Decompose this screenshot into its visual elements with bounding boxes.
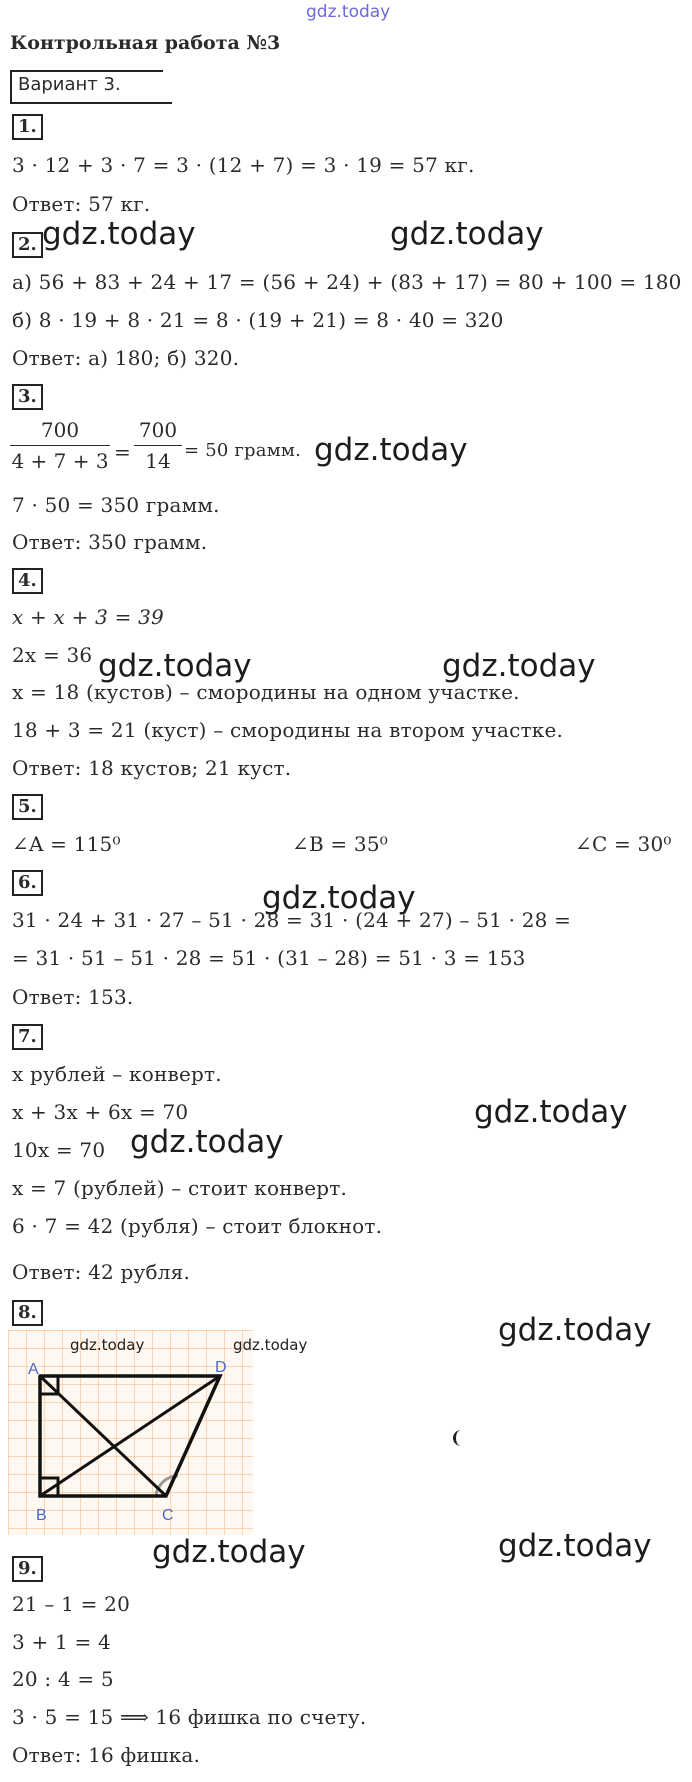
watermark-3: gdz.today [314,432,468,468]
task-9-line-2: 3 + 1 = 4 [12,1630,111,1654]
watermark-5: gdz.today [442,648,596,684]
task-6-number: 6. [12,870,43,896]
page-title: Контрольная работа №3 [10,32,281,54]
task-3-fraction-1 [10,418,110,473]
top-watermark: gdz.today [306,2,391,22]
watermark-11: gdz.today [498,1528,652,1564]
fraction-2-numerator: 700 [138,418,178,442]
task-3-equals: = [114,440,131,464]
task-6-answer: Ответ: 153. [12,985,134,1009]
task-5-number: 5. [12,794,43,820]
task-3-line-1: 7 · 50 = 350 грамм. [12,493,220,517]
fraction-1-denominator: 4 + 7 + 3 [11,449,109,473]
task-7-line-5: 6 · 7 = 42 (рубля) – стоит блокнот. [12,1214,383,1238]
task-1-answer: Ответ: 57 кг. [12,192,151,216]
task-4-line-3: x = 18 (кустов) – смородины на одном участке. [12,680,520,704]
variant-text: Вариант 3. [18,74,121,95]
watermark-10: gdz.today [152,1534,306,1570]
task-2-line-a: а) 56 + 83 + 24 + 17 = (56 + 24) + (83 + 17) = 80 + 100 = 180 [12,270,682,294]
watermark-8: gdz.today [130,1124,284,1160]
task-3-result: = 50 грамм. [184,440,302,461]
watermark-2: gdz.today [390,216,544,252]
geometry-figure [8,1330,318,1540]
figure-watermark-right: gdz.today [233,1336,308,1354]
stray-mark [453,1430,464,1446]
task-9-line-3: 20 : 4 = 5 [12,1667,114,1691]
angle-a: ∠A = 115⁰ [12,832,121,856]
task-4-line-2: 2x = 36 [12,643,93,667]
task-7-line-1: x рублей – конверт. [12,1062,222,1086]
task-7-line-4: x = 7 (рублей) – стоит конверт. [12,1176,348,1200]
task-8-number: 8. [12,1300,43,1326]
watermark-1: gdz.today [42,216,196,252]
task-2-number: 2. [12,232,43,258]
task-3-fraction-2 [134,418,182,473]
watermark-7: gdz.today [474,1094,628,1130]
watermark-6: gdz.today [262,880,416,916]
point-c-label: C [162,1507,174,1524]
fraction-2-denominator: 14 [145,449,171,473]
task-7-line-2: x + 3x + 6x = 70 [12,1100,189,1124]
task-6-line-1: 31 · 24 + 31 · 27 – 51 · 28 = 31 · (24 + 27) – 51 · 28 = [12,908,572,932]
task-1-number: 1. [12,114,43,140]
task-7-answer: Ответ: 42 рубля. [12,1260,191,1284]
task-9-line-1: 21 – 1 = 20 [12,1592,131,1616]
fraction-1-numerator: 700 [40,418,80,442]
variant-label [10,70,163,104]
angle-b: ∠B = 35⁰ [292,832,388,856]
watermark-9: gdz.today [498,1312,652,1348]
figure-watermark-left: gdz.today [70,1336,145,1354]
task-4-line-4: 18 + 3 = 21 (куст) – смородины на втором участке. [12,718,564,742]
angle-c: ∠C = 30⁰ [575,832,672,856]
task-9-number: 9. [12,1556,43,1582]
point-b-label: B [36,1507,47,1524]
task-3-answer: Ответ: 350 грамм. [12,530,208,554]
task-3-number: 3. [12,384,43,410]
task-9-line-4: 3 · 5 = 15 ⟹ 16 фишка по счету. [12,1705,367,1729]
task-4-answer: Ответ: 18 кустов; 21 куст. [12,756,292,780]
point-a-label: A [28,1361,39,1378]
task-7-number: 7. [12,1024,43,1050]
task-4-line-1: x + x + 3 = 39 [12,605,164,629]
task-4-number: 4. [12,568,43,594]
task-2-line-b: б) 8 · 19 + 8 · 21 = 8 · (19 + 21) = 8 · 40 = 320 [12,308,504,332]
task-7-line-3: 10x = 70 [12,1138,106,1162]
task-9-answer: Ответ: 16 фишка. [12,1743,201,1767]
point-d-label: D [215,1359,227,1376]
task-1-line-1: 3 · 12 + 3 · 7 = 3 · (12 + 7) = 3 · 19 = 57 кг. [12,153,475,177]
task-2-answer: Ответ: а) 180; б) 320. [12,346,240,370]
task-6-line-2: = 31 · 51 – 51 · 28 = 51 · (31 – 28) = 51 · 3 = 153 [12,946,526,970]
watermark-4: gdz.today [98,648,252,684]
